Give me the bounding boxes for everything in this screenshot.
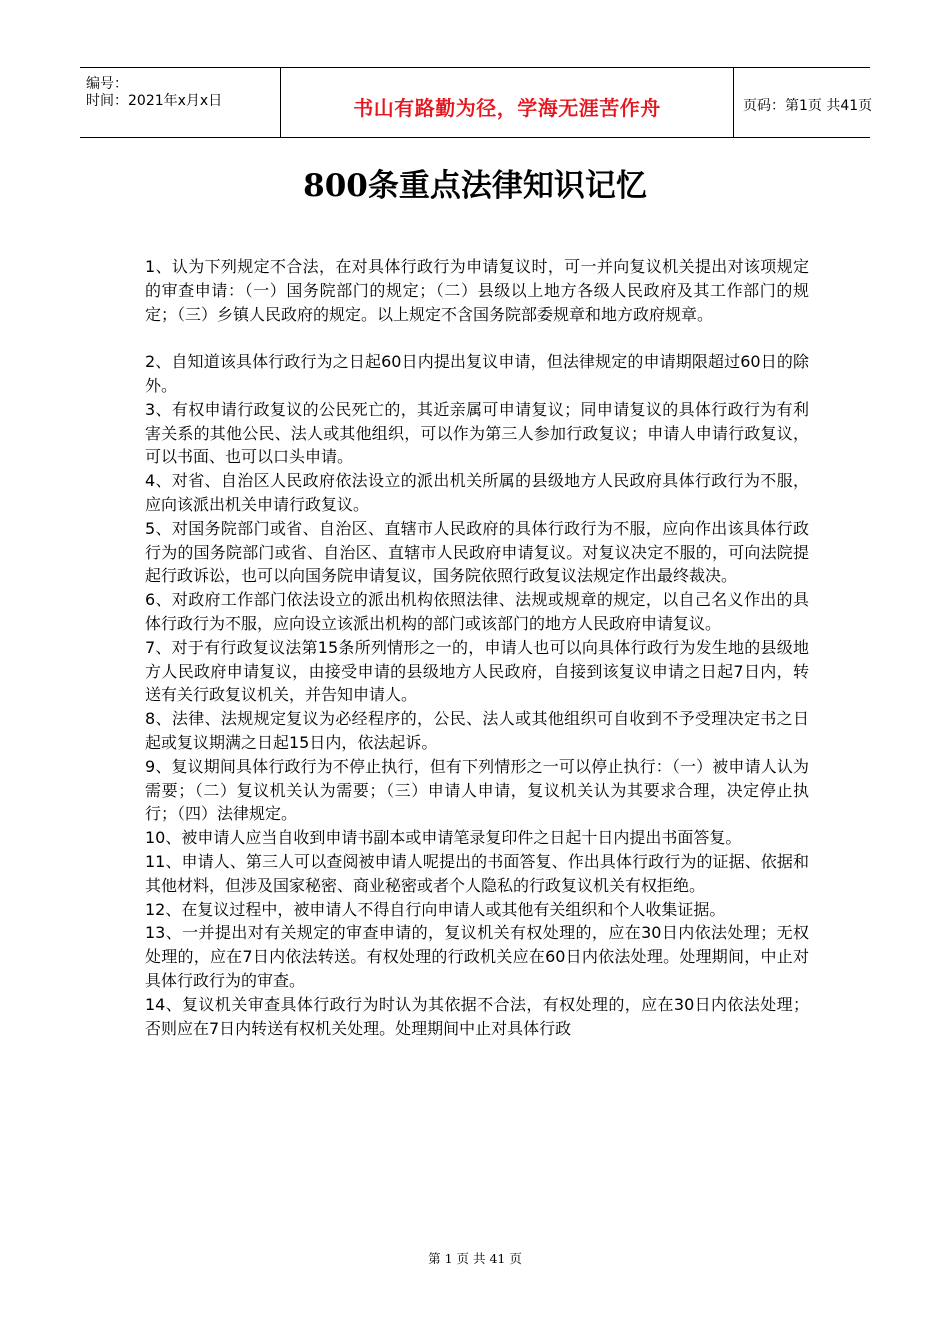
paragraph-4: 4、对省、自治区人民政府依法设立的派出机关所属的县级地方人民政府具体行政行为不服，应向该派出机关申请行政复议。 <box>145 471 809 514</box>
paragraph-14: 14、复议机关审查具体行政行为时认为其依据不合法，有权处理的，应在30日内依法处理；否则应在7日内转送有权机关处理。处理期间中止对具体行政 <box>145 994 809 1038</box>
paragraph-5: 5、对国务院部门或省、自治区、直辖市人民政府的具体行政行为不服，应向作出该具体行政行为的国务院部门或省、自治区、直辖市人民政府申请复议。对复议决定不服的，可向法院提起行政诉讼，也可以向国务院申请复议，国务院依照行政复议法规定作出最终裁决。 <box>145 518 809 586</box>
header-page-info: 页码：第1页 共41页 <box>743 98 873 114</box>
paragraph-11: 11、申请人、第三人可以查阅被申请人呢提出的书面答复、作出具体行政行为的证据、依据和其他材料，但涉及国家秘密、商业秘密或者个人隐私的行政复议机关有权拒绝。 <box>145 851 809 895</box>
paragraph-6: 6、对政府工作部门依法设立的派出机构依照法律、法规或规章的规定，以自己名义作出的具体行政行为不服，应向设立该派出机构的部门或该部门的地方人民政府申请复议。 <box>145 590 809 633</box>
paragraph-7: 7、对于有行政复议法第15条所列情形之一的，申请人也可以向具体行政行为发生地的县级地方人民政府申请复议，由接受申请的县级地方人民政府，自接到该复议申请之日起7日内，转送有关行政复议机关，并告知申请人。 <box>145 637 809 705</box>
header-page-cell <box>733 68 873 137</box>
header-motto-cell <box>280 68 734 137</box>
paragraph-8: 8、法律、法规规定复议为必经程序的，公民、法人或其他组织可自收到不予受理决定书之日起或复议期满之日起15日内，依法起诉。 <box>145 709 809 752</box>
document-number-label: 编号： <box>86 76 128 92</box>
document-time-label: 时间：2021年x月x日 <box>86 93 223 109</box>
paragraph-2: 2、自知道该具体行政行为之日起60日内提出复议申请，但法律规定的申请期限超过60日的除外。 <box>145 352 809 395</box>
header-motto: 书山有路勤为径，学海无涯苦作舟 <box>353 96 661 120</box>
paragraph-1: 1、认为下列规定不合法，在对具体行政行为申请复议时，可一并向复议机关提出对该项规定的审查申请：（一）国务院部门的规定；（二）县级以上地方各级人民政府及其工作部门的规定；（三）乡镇人民政府的规定。以上规定不含国务院部委规章和地方政府规章。 <box>145 257 809 324</box>
header-meta <box>80 68 280 137</box>
page-footer: 第 1 页 共 41 页 <box>428 1251 522 1266</box>
document-body <box>145 255 809 1040</box>
paragraph-13: 13、一并提出对有关规定的审查申请的，复议机关有权处理的，应在30日内依法处理；无权处理的，应在7日内依法转送。有权处理的行政机关应在60日内依法处理。处理期间，中止对具体行政行为的审查。 <box>145 923 809 990</box>
paragraph-9: 9、复议期间具体行政行为不停止执行，但有下列情形之一可以停止执行：（一）被申请人认为需要；（二）复议机关认为需要；（三）申请人申请，复议机关认为其要求合理，决定停止执行；（四）法律规定。 <box>145 756 809 824</box>
document-title: 800条重点法律知识记忆 <box>303 168 647 204</box>
paragraph-3: 3、有权申请行政复议的公民死亡的，其近亲属可申请复议；同申请复议的具体行政行为有利害关系的其他公民、法人或其他组织，可以作为第三人参加行政复议；申请人申请行政复议，可以书面、也可以口头申请。 <box>145 399 809 467</box>
paragraph-10: 10、被申请人应当自收到申请书副本或申请笔录复印件之日起十日内提出书面答复。 <box>145 828 742 848</box>
page-header <box>80 67 873 138</box>
paragraph-12: 12、在复议过程中，被申请人不得自行向申请人或其他有关组织和个人收集证据。 <box>145 899 726 919</box>
